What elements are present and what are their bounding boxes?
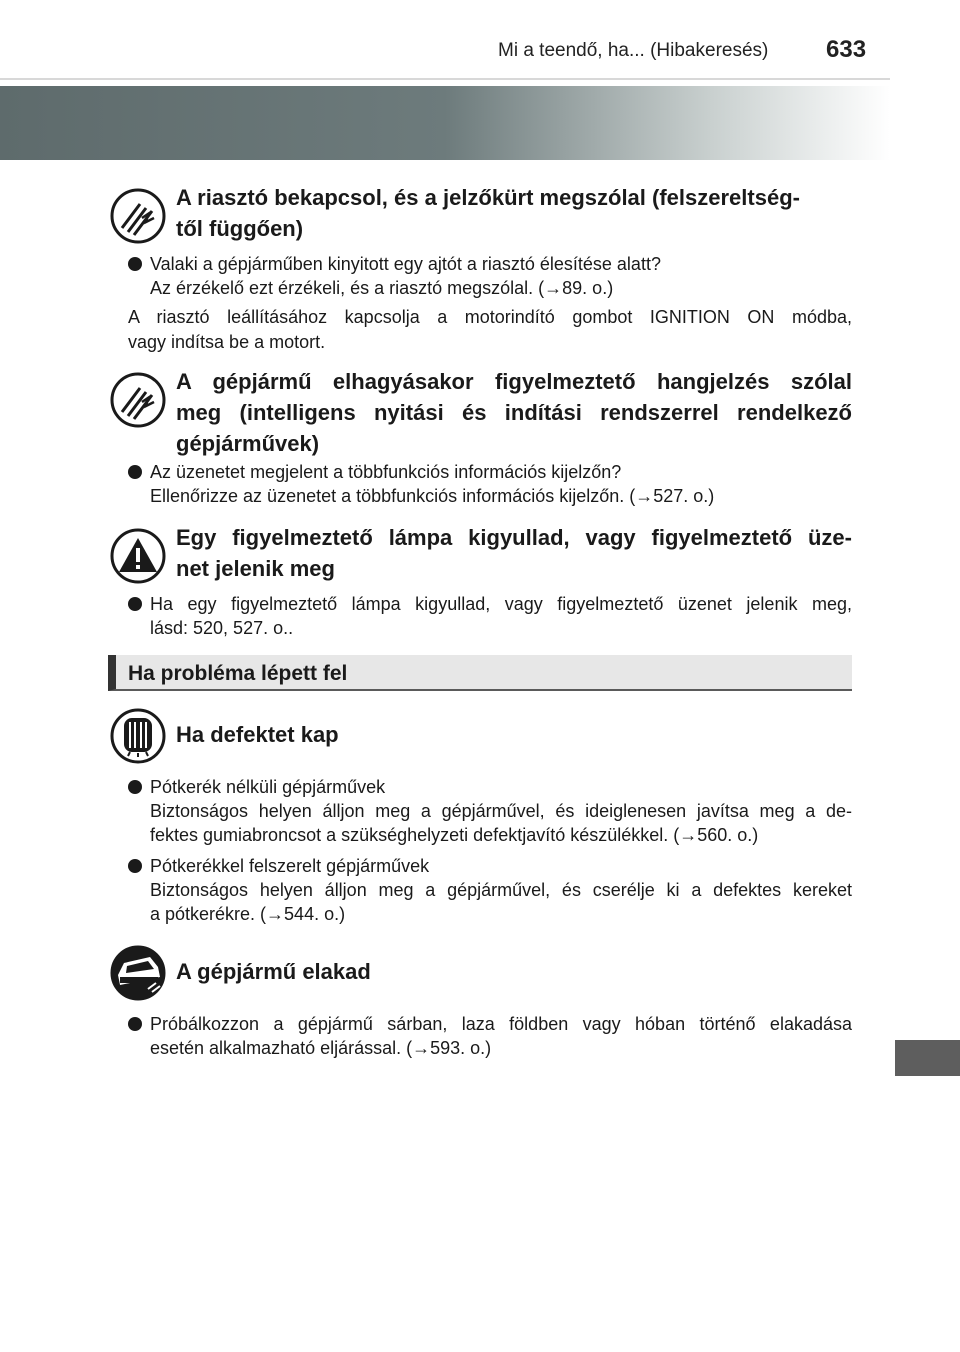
bullet-icon bbox=[128, 1017, 142, 1031]
list-item: Pótkerék nélküli gépjárművek Biztonságos helyen álljon meg a gépjárművel, és ideiglenesen javítsa meg a de- fektes gumiabroncsot a szükséghelyzeti defektjavító készülékkel. (→560. o.) bbox=[128, 775, 852, 847]
list-item: Ha egy figyelmeztető lámpa kigyullad, vagy figyelmeztető üzenet jelenik meg, lásd: 520, 527. o.. bbox=[128, 592, 852, 640]
topic-heading: A gépjármű elhagyásakor figyelmeztető hangjelzés szólal meg (intelligens nyitási és indítási rendszerrel rendelkező gépjárművek) bbox=[176, 369, 852, 456]
list-item: Az üzenetet megjelent a többfunkciós információs kijelzőn? Ellenőrizze az üzenetet a többfunkciós információs kijelzőn. (→527. o.) bbox=[128, 460, 852, 508]
bullet-icon bbox=[128, 859, 142, 873]
chapter-banner bbox=[0, 86, 890, 160]
list-item: Próbálkozzon a gépjármű sárban, laza földben vagy hóban történő elakadása esetén alkalmazható eljárással. (→593. o.) bbox=[128, 1012, 852, 1060]
alarm-icon bbox=[110, 188, 166, 244]
stuck-car-icon bbox=[110, 945, 166, 1001]
section-title: Ha probléma lépett fel bbox=[128, 662, 348, 685]
flat-tire-icon bbox=[110, 708, 166, 764]
bullet-icon bbox=[128, 465, 142, 479]
warning-icon bbox=[110, 528, 166, 584]
bullet-icon bbox=[128, 780, 142, 794]
paragraph: A riasztó leállításához kapcsolja a motorindító gombot IGNITION ON módba, vagy indítsa be a motort. bbox=[128, 307, 852, 352]
problem-heading: Ha defektet kap bbox=[176, 722, 339, 747]
running-header: Mi a teendő, ha... (Hibakeresés) bbox=[498, 40, 769, 61]
header-divider bbox=[0, 78, 890, 80]
chapter-tab bbox=[895, 1040, 960, 1076]
section-heading-bar bbox=[108, 655, 852, 691]
bullet-icon bbox=[128, 597, 142, 611]
problem-heading: A gépjármű elakad bbox=[176, 959, 371, 984]
alarm-icon bbox=[110, 372, 166, 428]
topic-heading: A riasztó bekapcsol, és a jelzőkürt megszólal (felszereltség- től függően) bbox=[176, 185, 800, 241]
bullet-icon bbox=[128, 257, 142, 271]
topic-heading: Egy figyelmeztető lámpa kigyullad, vagy figyelmeztető üze- net jelenik meg bbox=[176, 525, 852, 581]
list-item: Valaki a gépjárműben kinyitott egy ajtót a riasztó élesítése alatt? Az érzékelő ezt érzékeli, és a riasztó megszólal. (→89. o.) bbox=[128, 252, 852, 300]
page-number: 633 bbox=[826, 36, 867, 63]
list-item: Pótkerékkel felszerelt gépjárművek Biztonságos helyen álljon meg a gépjárművel, és cserélje ki a defektes kereket a pótkerékre. (→544. o.) bbox=[128, 854, 852, 926]
